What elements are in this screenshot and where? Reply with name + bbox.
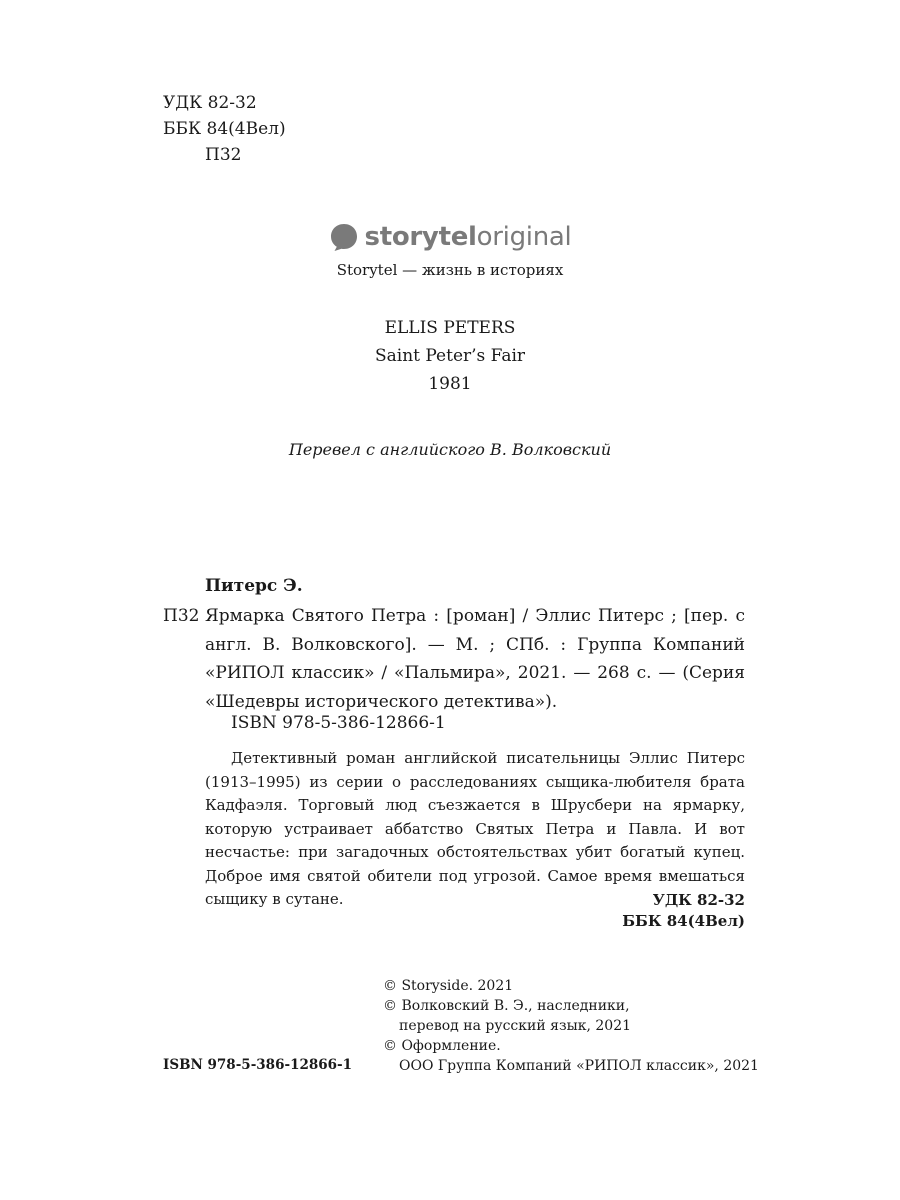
copyright-line: © Оформление. <box>383 1038 501 1054</box>
translator-note: Перевел с английского В. Волковский <box>288 440 612 459</box>
copyright-line: © Волковский В. Э., наследники, <box>383 998 630 1014</box>
logo-light-word: original <box>476 222 572 252</box>
copyright-line: перевод на русский язык, 2021 <box>399 1018 632 1034</box>
bbk-code: ББК 84(4Вел) <box>163 119 286 139</box>
bib-annotation: Детективный роман английской писательницы Эллис Питерс (1913–1995) из серии о расследованиях сыщика-любителя брата Кадфаэля. Торговый люд съезжается в Шрусбери на ярмарку, которую устраивает аббатство Святых Петра и Павла. И вот несчастье: при загадочных обстоятельствах убит богатый купец. Доброе имя святой обители под угрозой. Самое время вмешаться сыщику в сутане. <box>205 749 745 908</box>
publisher-slogan: Storytel — жизнь в историях <box>336 261 564 279</box>
udk-code: УДК 82-32 <box>163 93 257 113</box>
bib-udk: УДК 82-32 <box>652 891 745 909</box>
logo-wordmark <box>365 222 572 252</box>
original-year: 1981 <box>428 374 472 394</box>
original-edition <box>0 314 900 398</box>
classification-codes <box>163 90 286 168</box>
author-sign: П32 <box>205 145 242 165</box>
copyright-line: ООО Группа Компаний «РИПОЛ классик», 2021 <box>399 1058 759 1074</box>
bib-sign: П32 <box>163 606 200 626</box>
bib-heading: Питерс Э. <box>205 576 303 596</box>
logo-bold-word: storytel <box>364 222 477 252</box>
original-title: Saint Peter’s Fair <box>374 346 526 366</box>
bib-bbk: ББК 84(4Вел) <box>622 912 745 930</box>
speech-bubble-icon <box>329 222 359 252</box>
bib-isbn: ISBN 978-5-386-12866-1 <box>231 713 446 733</box>
bib-codes <box>595 890 745 932</box>
copyright-line: © Storyside. 2021 <box>383 978 514 994</box>
publisher-logo <box>0 222 900 252</box>
original-author: ELLIS PETERS <box>384 318 516 338</box>
copyright-block <box>383 976 759 1076</box>
bib-description: Ярмарка Святого Петра : [роман] / Эллис Питерс ; [пер. с англ. В. Волковского]. — М. ; СПб. : Группа Компаний «РИПОЛ классик» / «Пальмира», 2021. — 268 с. — (Серия «Шедевры исторического детектива»). <box>205 606 745 712</box>
isbn-bottom: ISBN 978-5-386-12866-1 <box>163 1057 353 1073</box>
